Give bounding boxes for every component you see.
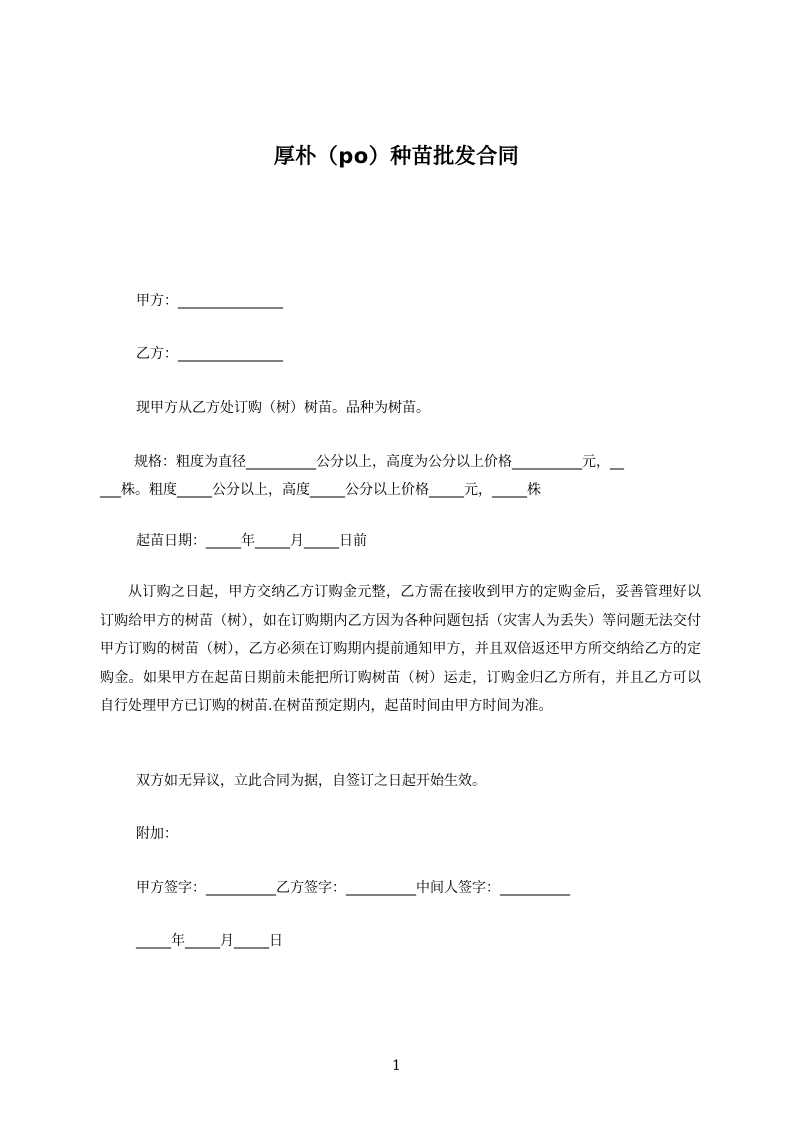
sign-date-line: _____年_____月_____日 <box>136 933 283 949</box>
page-number: 1 <box>392 1058 401 1074</box>
terms-paragraph: 从订购之日起，甲方交纳乙方订购金元整，乙方需在接收到甲方的定购金后，妥善管理好以订购给甲方的树苗（树），如在订购期内乙方因为各种问题包括（灾害人为丢失）等问题无法交付甲方订购的树苗（树），乙方必须在订购期内提前通知甲方，并且双倍返还甲方所交纳给乙方的定购金。如果甲方在起苗日期前未能把所订购树苗（树）运走，订购金归乙方所有，并且乙方可以自行处理甲方已订购的树苗.在树苗预定期内，起苗时间由甲方时间为准。 <box>100 584 701 714</box>
signatures-line: 甲方签字：__________乙方签字：__________中间人签字：__________ <box>136 880 570 896</box>
spec-line-2: ___株。粗度_____公分以上，高度_____公分以上价格_____元，_____株 <box>100 482 541 498</box>
intro-line: 现甲方从乙方处订购（树）树苗。品种为树苗。 <box>136 400 430 416</box>
party-b-line: 乙方：_______________ <box>136 346 283 362</box>
start-date-line: 起苗日期：_____年_____月_____日前 <box>136 533 367 549</box>
party-a-line: 甲方：_______________ <box>136 293 283 309</box>
page-title: 厚朴（po）种苗批发合同 <box>273 144 520 168</box>
attachment-label: 附加： <box>136 826 178 842</box>
agreement-line: 双方如无异议，立此合同为据，自签订之日起开始生效。 <box>136 773 486 789</box>
spec-line-1: 规格：粗度为直径__________公分以上，高度为公分以上价格__________元，__ <box>134 454 624 470</box>
